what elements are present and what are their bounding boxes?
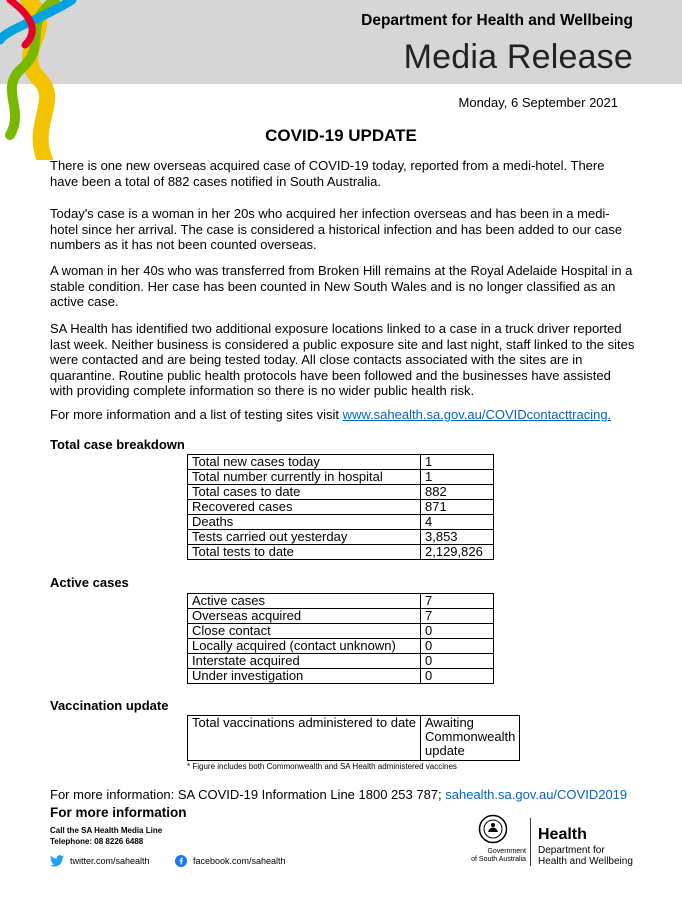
vaccination-value: Awaiting Commonwealth update — [421, 716, 520, 761]
release-date: Monday, 6 September 2021 — [458, 95, 618, 110]
row-label: Locally acquired (contact unknown) — [188, 639, 421, 654]
table-row — [188, 594, 494, 609]
paragraph-3-text: A woman in her 40s who was transferred from Broken Hill remains at the Royal Adelaide Hospital in a stable condition. Her case has been counted in New South Wales and is no longer classified as an active case. — [50, 263, 633, 309]
twitter-link-group[interactable] — [50, 855, 150, 867]
facebook-text: facebook.com/sahealth — [193, 856, 286, 866]
row-label: Total new cases today — [188, 455, 421, 470]
row-label: Tests carried out yesterday — [188, 530, 421, 545]
row-label: Deaths — [188, 515, 421, 530]
total-breakdown-heading: Total case breakdown — [50, 437, 185, 452]
row-value: 871 — [421, 500, 494, 515]
department-name: Department for Health and Wellbeing — [361, 12, 633, 29]
table-row — [188, 624, 494, 639]
row-value: 3,853 — [421, 530, 494, 545]
facebook-icon — [175, 855, 187, 867]
vaccination-heading: Vaccination update — [50, 698, 169, 713]
info-line — [50, 787, 627, 802]
gov-line-2: of South Australia — [471, 856, 526, 863]
row-value: 882 — [421, 485, 494, 500]
paragraph-5 — [50, 407, 635, 423]
row-label: Overseas acquired — [188, 609, 421, 624]
row-value: 1 — [421, 455, 494, 470]
paragraph-2-text: Today's case is a woman in her 20s who acquired her infection overseas and has been in a medi-hotel since her arrival. The case is considered a historical infection and has been added to our case numbers as it has not been counted overseas. — [50, 206, 623, 252]
table-row — [188, 500, 494, 515]
media-line-block — [50, 825, 162, 847]
row-value: 4 — [421, 515, 494, 530]
row-label: Close contact — [188, 624, 421, 639]
paragraph-1 — [50, 158, 635, 189]
row-value: 7 — [421, 609, 494, 624]
info-line-text: For more information: SA COVID-19 Information Line 1800 253 787; — [50, 787, 446, 802]
page-title: COVID-19 UPDATE — [265, 126, 417, 145]
table-row — [188, 545, 494, 560]
twitter-icon — [50, 855, 64, 867]
row-value: 0 — [421, 669, 494, 684]
government-wordmark — [462, 848, 526, 864]
row-label: Interstate acquired — [188, 654, 421, 669]
row-value: 2,129,826 — [421, 545, 494, 560]
for-more-information-heading: For more information — [50, 805, 187, 820]
facebook-link-group[interactable] — [175, 855, 286, 867]
row-label: Total tests to date — [188, 545, 421, 560]
row-label: Total cases to date — [188, 485, 421, 500]
vaccination-table — [187, 715, 520, 761]
paragraph-5-text: For more information and a list of testing sites visit — [50, 407, 343, 422]
paragraph-4 — [50, 321, 635, 399]
table-row — [188, 455, 494, 470]
media-release-heading: Media Release — [403, 38, 633, 76]
media-line-text: Call the SA Health Media Line — [50, 826, 163, 835]
table-row — [188, 515, 494, 530]
row-label: Recovered cases — [188, 500, 421, 515]
table-row — [188, 530, 494, 545]
paragraph-2 — [50, 206, 635, 253]
active-cases-table — [187, 593, 494, 684]
table-row — [188, 485, 494, 500]
health-department-wordmark — [538, 845, 633, 867]
table-row — [188, 639, 494, 654]
paragraph-4-text: SA Health has identified two additional exposure locations linked to a case in a truck driver reported last week. Neither business is considered a public exposure site and last night, staff linked to the sites were contacted and are being tested today. All close contacts associated with the sites are in quarantine. Routine public health protocols have been followed and the businesses have assisted with providing complete information so there is no wider public health risk. — [50, 321, 635, 398]
contact-tracing-link[interactable]: www.sahealth.sa.gov.au/COVIDcontacttracing. — [342, 407, 612, 422]
row-value: 0 — [421, 654, 494, 669]
table-row — [188, 669, 494, 684]
gov-line-1: Government — [487, 848, 526, 855]
health-sub-line-1: Department for — [538, 845, 605, 856]
table-row — [188, 654, 494, 669]
health-wordmark: Health — [538, 826, 587, 843]
paragraph-3 — [50, 263, 635, 310]
health-sub-line-2: Health and Wellbeing — [538, 856, 633, 867]
paragraph-1-text: There is one new overseas acquired case of COVID-19 today, reported from a medi-hotel. There have been a total of 882 cases notified in South Australia. — [50, 158, 605, 189]
twitter-text: twitter.com/sahealth — [70, 856, 150, 866]
vaccination-footnote: * Figure includes both Commonwealth and SA Health administered vaccines — [187, 762, 457, 771]
row-value: 0 — [421, 639, 494, 654]
row-value: 7 — [421, 594, 494, 609]
vaccination-label: Total vaccinations administered to date — [188, 716, 421, 761]
table-row — [188, 470, 494, 485]
media-telephone: Telephone: 08 8226 6488 — [50, 837, 144, 846]
table-row — [188, 716, 520, 761]
table-row — [188, 609, 494, 624]
total-breakdown-table — [187, 454, 494, 560]
active-cases-heading: Active cases — [50, 575, 129, 590]
row-label: Total number currently in hospital — [188, 470, 421, 485]
row-label: Active cases — [188, 594, 421, 609]
logo-divider — [530, 818, 531, 866]
row-label: Under investigation — [188, 669, 421, 684]
sa-government-crest-icon — [478, 814, 508, 844]
covid2019-link[interactable]: sahealth.sa.gov.au/COVID2019 — [445, 787, 628, 802]
row-value: 0 — [421, 624, 494, 639]
row-value: 1 — [421, 470, 494, 485]
